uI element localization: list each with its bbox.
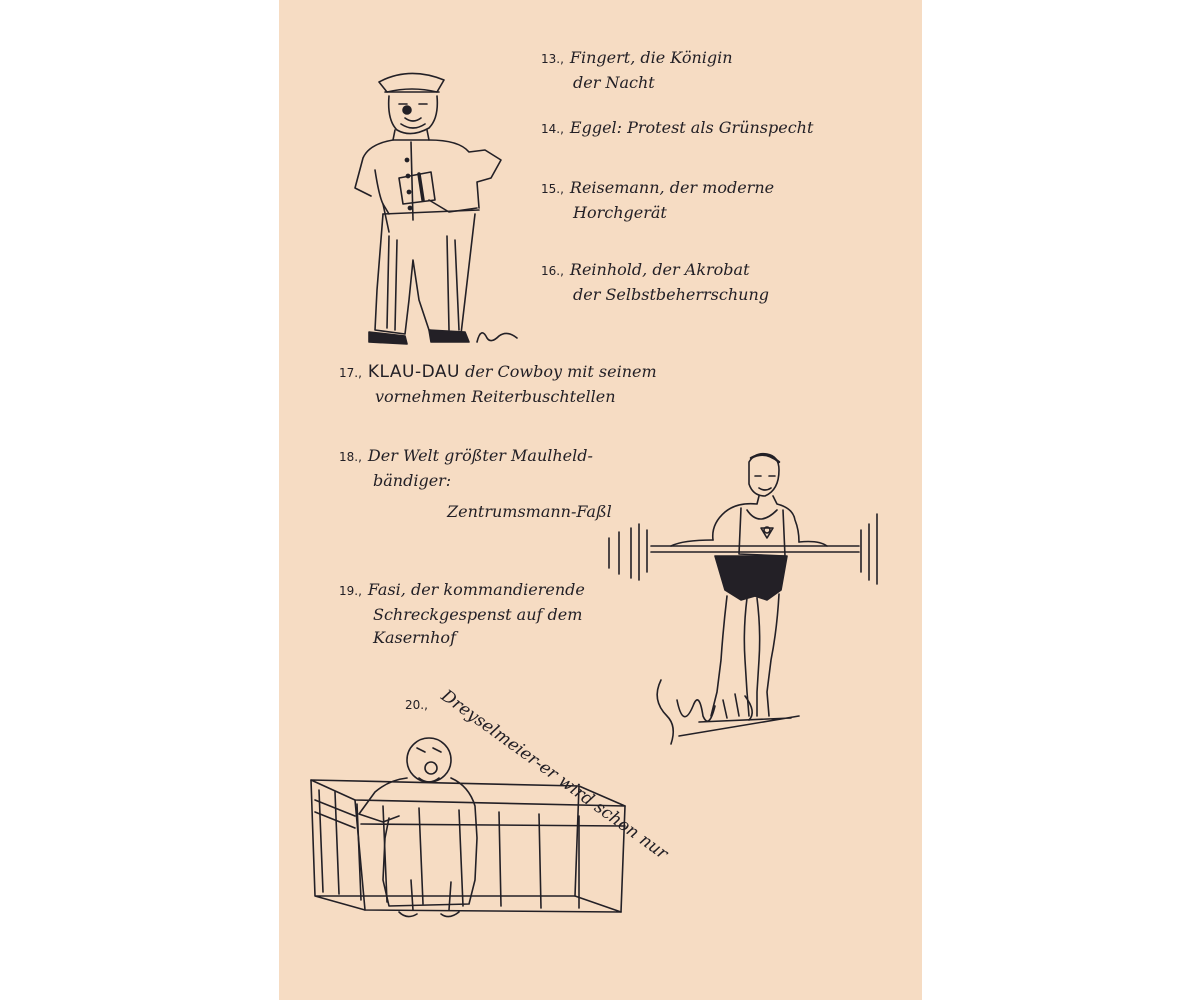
entry-20-caption: Dreyselmeier-er wird schon nur (437, 686, 672, 864)
entry-line-1: Reinhold, der Akrobat (569, 260, 750, 279)
entry-line-1: Reisemann, der moderne (569, 178, 775, 197)
baby-crib-illustration (311, 738, 625, 917)
entry-14 (541, 116, 813, 141)
officer-illustration (355, 73, 517, 344)
entry-19 (339, 578, 585, 649)
entry-line-1: Fingert, die Königin (569, 48, 733, 67)
entry-number: 20., (405, 698, 428, 712)
book-page (279, 0, 922, 1000)
entry-number: 16., (541, 264, 564, 278)
entry-line-2: Horchgerät (573, 203, 667, 222)
entry-17 (339, 360, 657, 408)
entry-line-1: der Cowboy mit seinem (465, 362, 657, 381)
entry-number: 13., (541, 52, 564, 66)
entry-name-caps: KLAU-DAU (367, 362, 460, 382)
entry-13 (541, 46, 733, 94)
entry-line-2: vornehmen Reiterbuschtellen (375, 387, 616, 406)
entry-line-1: Der Welt größter Maulheld- (367, 446, 593, 465)
entry-number: 15., (541, 182, 564, 196)
entry-20-number (405, 692, 434, 717)
entry-number: 18., (339, 450, 362, 464)
entry-line-2: Schreckgespenst auf dem (373, 605, 583, 624)
entry-line-1: Eggel: Protest als Grünspecht (569, 118, 814, 137)
weightlifter-illustration (609, 454, 877, 744)
entry-number: 19., (339, 584, 362, 598)
entry-line-1: Fasi, der kommandierende (367, 580, 585, 599)
entry-line-2: bändiger: (373, 471, 452, 490)
entry-16 (541, 258, 769, 306)
entry-line-3: Zentrumsmann-Faßl (447, 502, 612, 521)
entry-number: 17., (339, 366, 362, 380)
entry-line-3: Kasernhof (373, 628, 456, 647)
entry-line-2: der Selbstbeherrschung (573, 285, 769, 304)
entry-line-2: der Nacht (573, 73, 655, 92)
entry-15 (541, 176, 774, 224)
entry-18 (339, 444, 612, 523)
entry-number: 14., (541, 122, 564, 136)
